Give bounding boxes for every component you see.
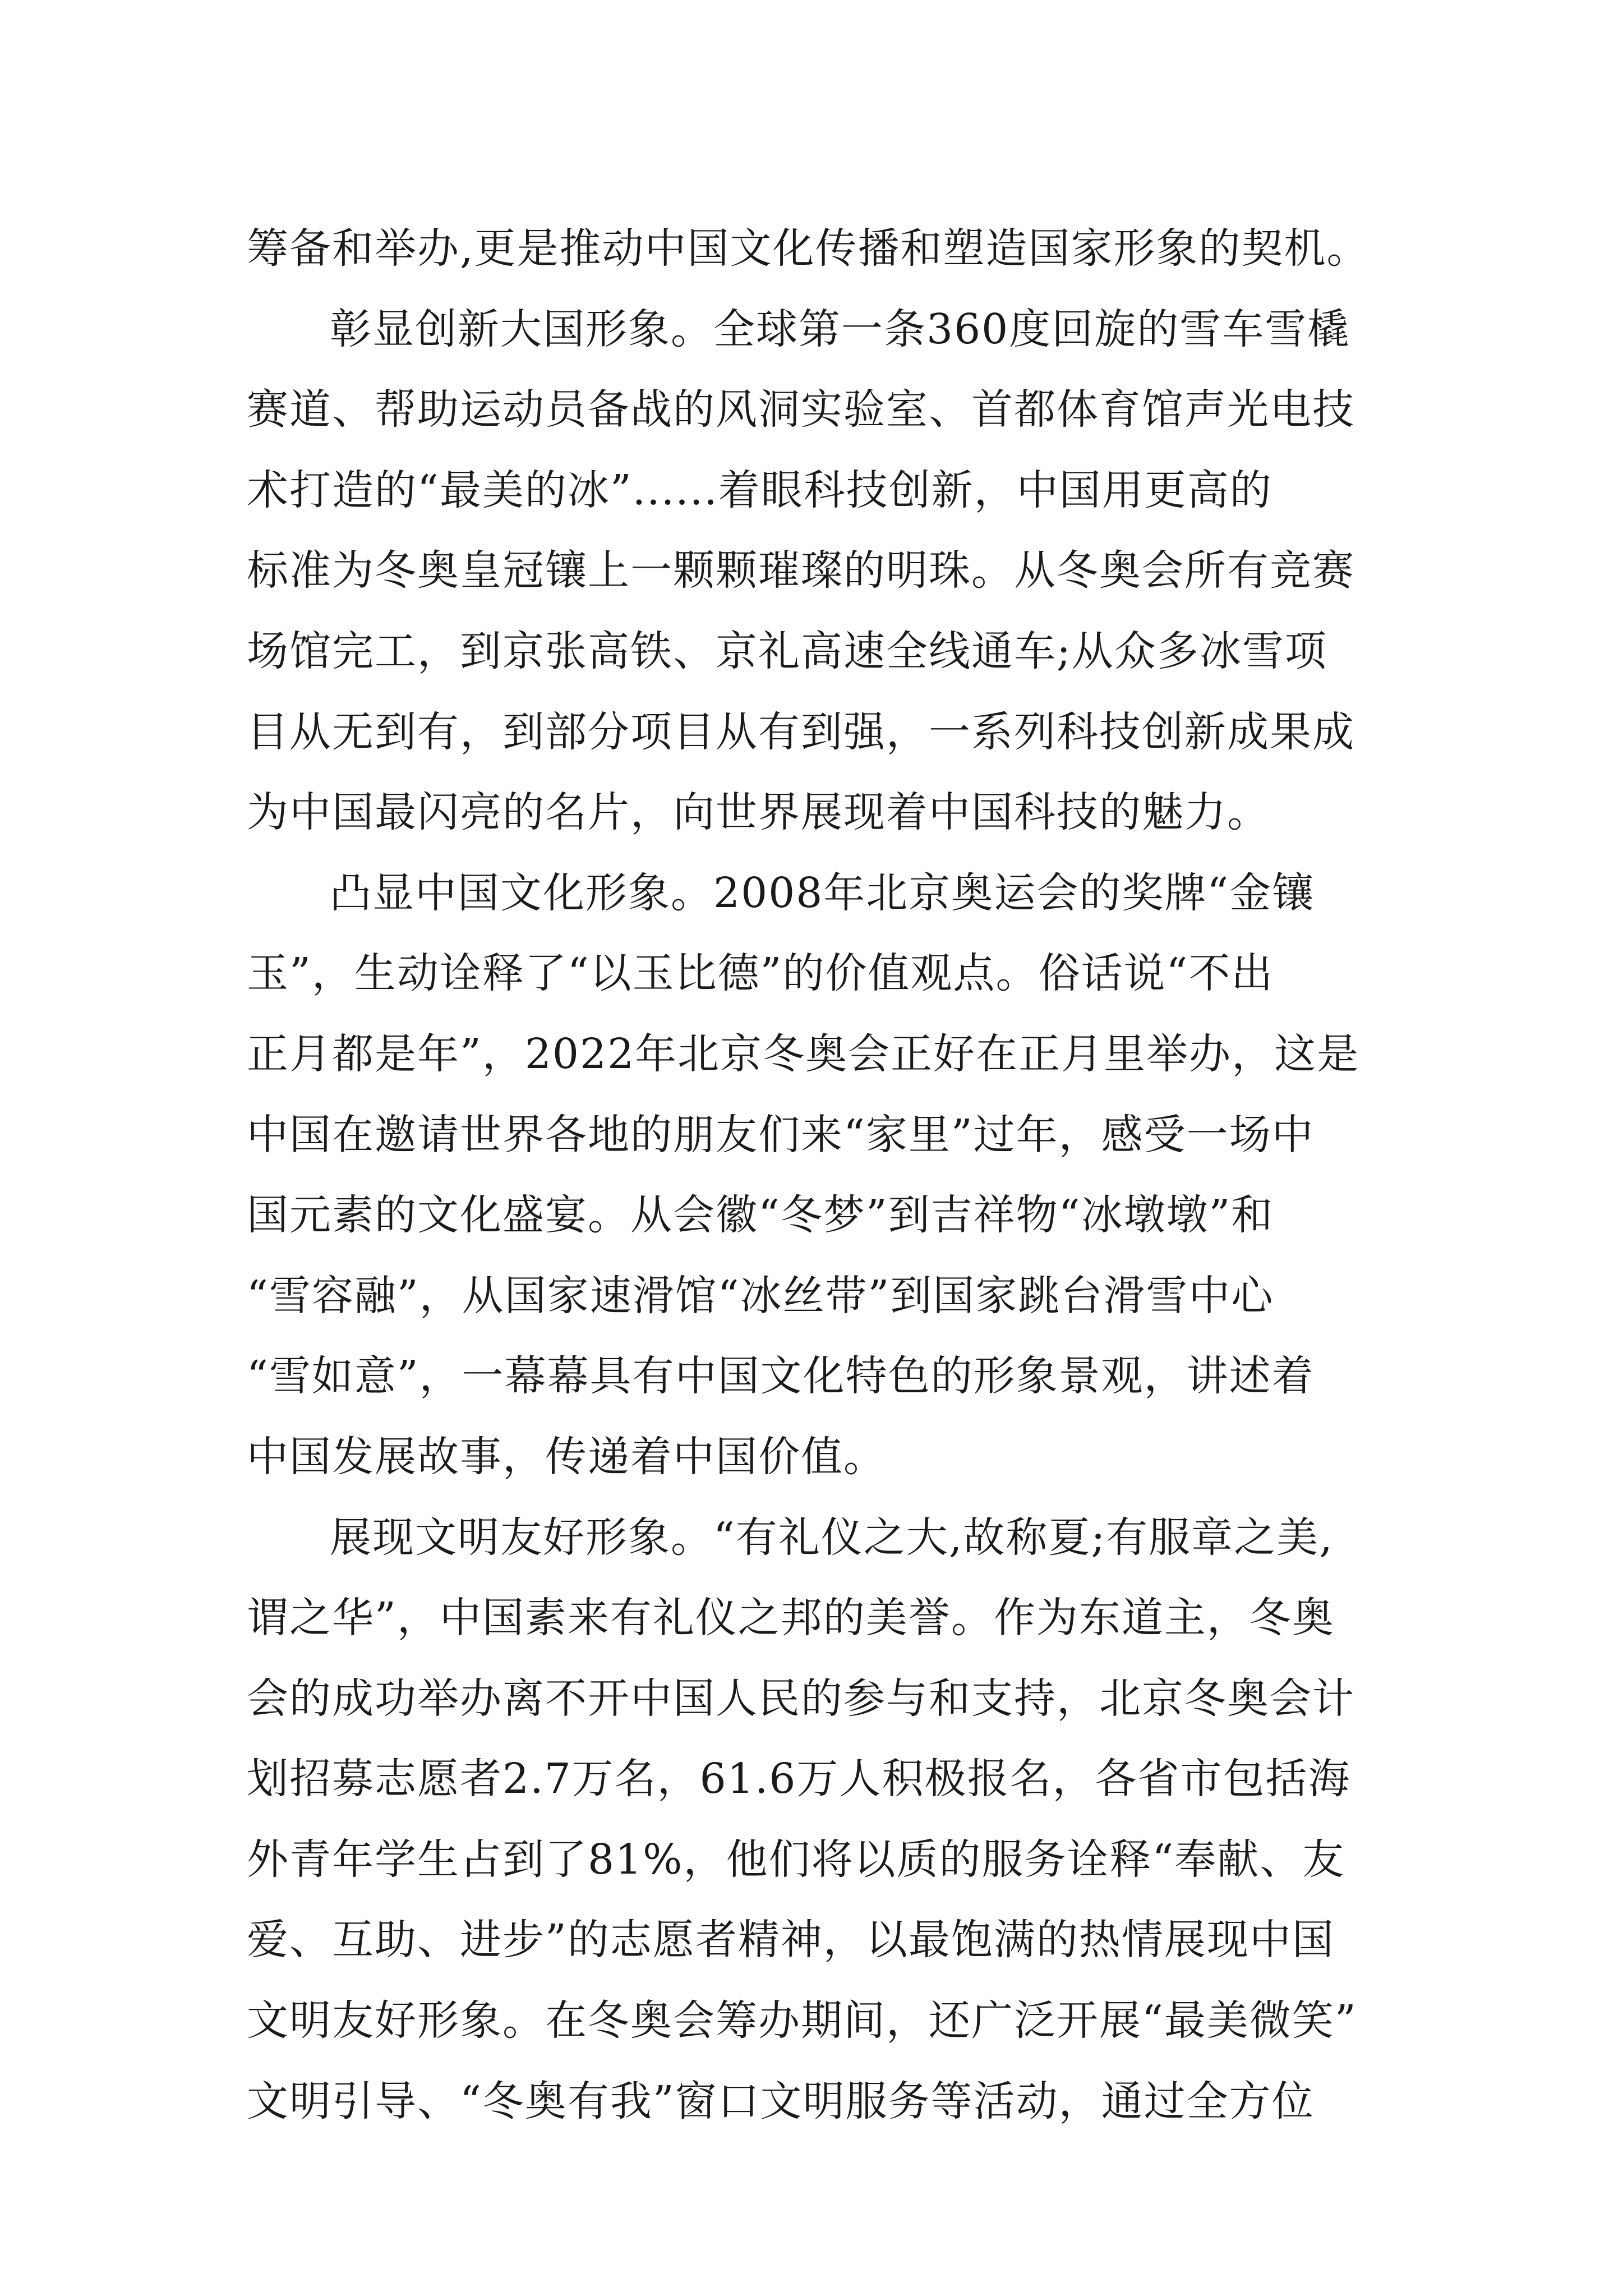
text-line: 中国发展故事，传递着中国价值。	[247, 1432, 886, 1481]
text-line: 正月都是年”，2022年北京冬奥会正好在正月里举办，这是	[247, 1029, 1360, 1078]
text-line: “雪如意”，一幕幕具有中国文化特色的形象景观，讲述着	[247, 1352, 1315, 1401]
text-line: 标准为冬奥皇冠镶上一颗颗璀璨的明珠。从冬奥会所有竞赛	[247, 546, 1355, 595]
text-line: 谓之华”，中国素来有礼仪之邦的美誉。作为东道主，冬奥	[247, 1594, 1335, 1642]
text-line: 划招募志愿者2.7万名，61.6万人积极报名，各省市包括海	[247, 1755, 1351, 1803]
text-line: 为中国最闪亮的名片，向世界展现着中国科技的魅力。	[247, 788, 1270, 837]
text-line: 场馆完工，到京张高铁、京礼高速全线通车;从众多冰雪项	[247, 627, 1327, 675]
text-line: 外青年学生占到了81%，他们将以质的服务诠释“奉献、友	[247, 1835, 1345, 1884]
document-body	[247, 209, 1391, 2142]
text-line: 玉”，生动诠释了“以玉比德”的价值观点。俗话说“不出	[247, 949, 1274, 998]
text-line: 文明引导、“冬奥有我”窗口文明服务等活动，通过全方位	[247, 2077, 1315, 2125]
text-line: 筹备和举办,更是推动中国文化传播和塑造国家形象的契机。	[247, 224, 1370, 273]
text-line: 赛道、帮助运动员备战的风洞实验室、首都体育馆声光电技	[247, 385, 1355, 434]
text-line: 展现文明友好形象。“有礼仪之大,故称夏;有服章之美,	[330, 1513, 1334, 1562]
text-line: 中国在邀请世界各地的朋友们来“家里”过年，感受一场中	[247, 1110, 1315, 1159]
text-line: “雪容融”，从国家速滑馆“冰丝带”到国家跳台滑雪中心	[247, 1271, 1274, 1320]
text-line: 国元素的文化盛宴。从会徽“冬梦”到吉祥物“冰墩墩”和	[247, 1191, 1274, 1240]
text-line: 会的成功举办离不开中国人民的参与和支持，北京冬奥会计	[247, 1674, 1355, 1723]
text-line: 目从无到有，到部分项目从有到强，一系列科技创新成果成	[247, 707, 1355, 756]
text-line: 彰显创新大国形象。全球第一条360度回旋的雪车雪橇	[330, 305, 1350, 353]
text-line: 术打造的“最美的冰”......着眼科技创新，中国用更高的	[247, 466, 1272, 514]
text-line: 文明友好形象。在冬奥会筹办期间，还广泛开展“最美微笑”	[247, 1996, 1357, 2045]
text-line: 凸显中国文化形象。2008年北京奥运会的奖牌“金镶	[330, 868, 1315, 917]
text-line: 爱、互助、进步”的志愿者精神，以最饱满的热情展现中国	[247, 1916, 1335, 1964]
